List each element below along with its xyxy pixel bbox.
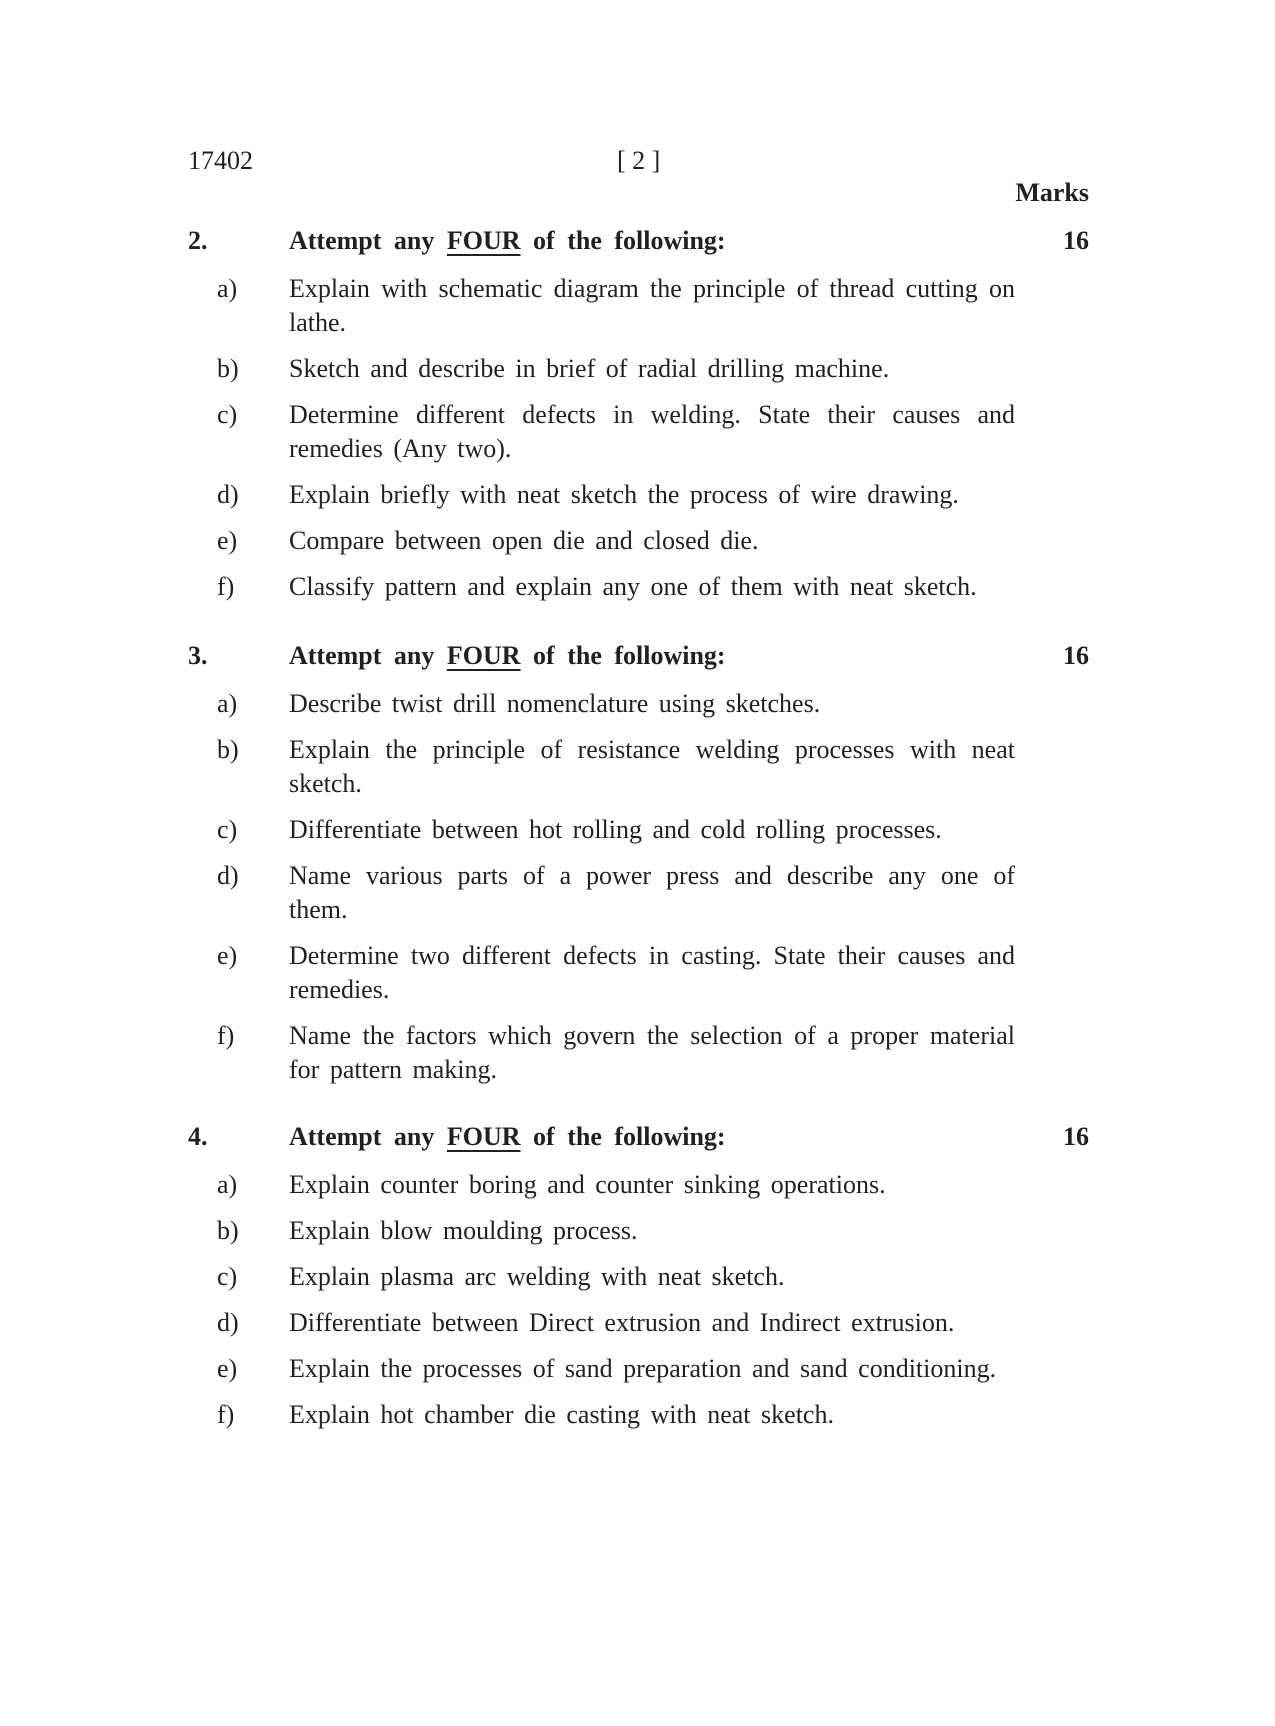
question-item — [0, 1398, 1275, 1432]
question-item — [0, 570, 1275, 604]
question-item — [0, 478, 1275, 512]
item-letter: b) — [217, 1216, 239, 1245]
item-letter: e) — [217, 941, 238, 970]
item-text: Explain plasma arc welding with neat sketch. — [289, 1262, 785, 1291]
item-letter: d) — [217, 861, 239, 890]
question-item — [0, 733, 1275, 801]
question-item — [0, 687, 1275, 721]
item-text: Classify pattern and explain any one of them with neat sketch. — [289, 572, 977, 601]
question-item — [0, 1260, 1275, 1294]
item-letter: f) — [217, 1021, 235, 1050]
question-title — [289, 1122, 726, 1152]
question-title-keyword: FOUR — [446, 226, 521, 255]
item-letter: c) — [217, 815, 238, 844]
item-letter: f) — [217, 1400, 235, 1429]
question-item — [0, 1306, 1275, 1340]
item-text: Name the factors which govern the selection of a proper material for pattern making. — [289, 1021, 1015, 1084]
item-text: Explain blow moulding process. — [289, 1216, 638, 1245]
item-letter: e) — [217, 1354, 238, 1383]
question-title-pre: Attempt any — [289, 226, 435, 255]
question-item — [0, 398, 1275, 466]
item-text: Explain with schematic diagram the principle of thread cutting on lathe. — [289, 274, 1015, 337]
item-letter: d) — [217, 1308, 239, 1337]
item-text: Describe twist drill nomenclature using sketches. — [289, 689, 821, 718]
item-text: Explain the principle of resistance welding processes with neat sketch. — [289, 735, 1015, 798]
question-title-keyword: FOUR — [446, 641, 521, 670]
question-title-post: of the following: — [533, 1122, 726, 1151]
question-number: 4. — [188, 1122, 208, 1151]
question-items — [0, 1168, 1275, 1444]
item-letter: a) — [217, 689, 238, 718]
question-marks: 16 — [1063, 1122, 1089, 1151]
item-text: Differentiate between Direct extrusion and Indirect extrusion. — [289, 1308, 955, 1337]
question-item — [0, 859, 1275, 927]
item-text: Compare between open die and closed die. — [289, 526, 759, 555]
question-item — [0, 1352, 1275, 1386]
item-letter: f) — [217, 572, 235, 601]
question-item — [0, 524, 1275, 558]
page-number: [ 2 ] — [617, 146, 661, 175]
question-title — [289, 226, 726, 256]
question-number: 2. — [188, 226, 208, 255]
item-letter: a) — [217, 274, 238, 303]
item-letter: c) — [217, 400, 238, 429]
question-title-post: of the following: — [533, 641, 726, 670]
question-title-pre: Attempt any — [289, 641, 435, 670]
question-marks: 16 — [1063, 641, 1089, 670]
question-item — [0, 352, 1275, 386]
question-item — [0, 272, 1275, 340]
question-items — [0, 687, 1275, 1099]
marks-heading: Marks — [1015, 178, 1089, 207]
item-text: Differentiate between hot rolling and cold rolling processes. — [289, 815, 942, 844]
item-text: Determine different defects in welding. State their causes and remedies (Any two). — [289, 400, 1015, 463]
item-letter: e) — [217, 526, 238, 555]
question-item — [0, 1214, 1275, 1248]
question-marks: 16 — [1063, 226, 1089, 255]
item-letter: a) — [217, 1170, 238, 1199]
question-title-pre: Attempt any — [289, 1122, 435, 1151]
item-text: Explain counter boring and counter sinking operations. — [289, 1170, 886, 1199]
item-letter: b) — [217, 354, 239, 383]
question-items — [0, 272, 1275, 616]
question-title — [289, 641, 726, 671]
question-item — [0, 939, 1275, 1007]
page-code: 17402 — [188, 146, 253, 175]
item-letter: b) — [217, 735, 239, 764]
item-text: Explain hot chamber die casting with neat sketch. — [289, 1400, 834, 1429]
item-text: Name various parts of a power press and describe any one of them. — [289, 861, 1015, 924]
item-text: Explain the processes of sand preparation and sand conditioning. — [289, 1354, 997, 1383]
question-item — [0, 813, 1275, 847]
item-letter: d) — [217, 480, 239, 509]
item-letter: c) — [217, 1262, 238, 1291]
question-number: 3. — [188, 641, 208, 670]
question-item — [0, 1019, 1275, 1087]
question-item — [0, 1168, 1275, 1202]
question-title-keyword: FOUR — [446, 1122, 521, 1151]
question-title-post: of the following: — [533, 226, 726, 255]
item-text: Determine two different defects in casting. State their causes and remedies. — [289, 941, 1015, 1004]
item-text: Explain briefly with neat sketch the process of wire drawing. — [289, 480, 959, 509]
item-text: Sketch and describe in brief of radial drilling machine. — [289, 354, 890, 383]
